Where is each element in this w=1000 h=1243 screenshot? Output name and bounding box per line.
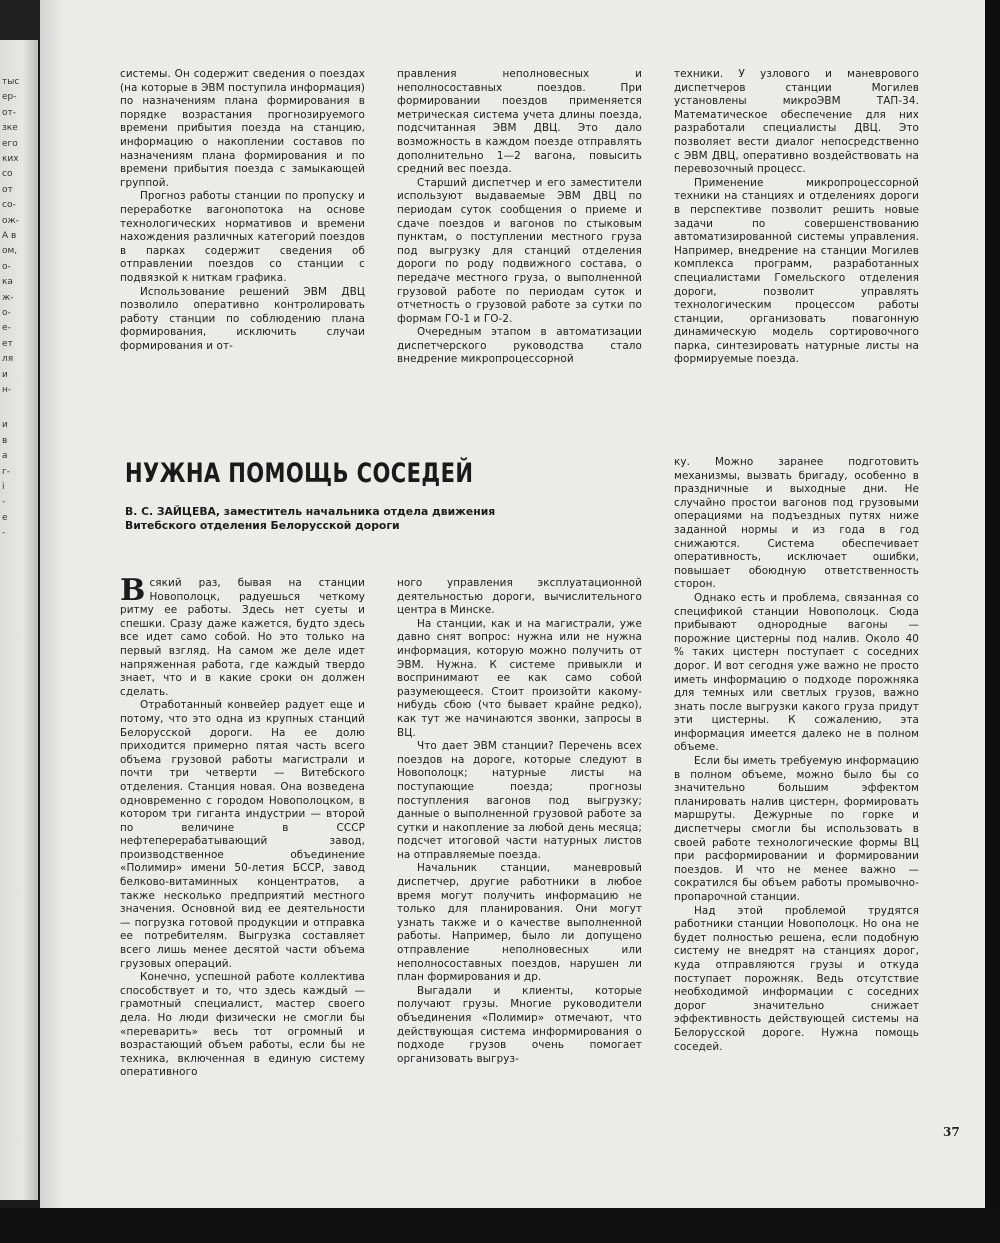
margin-text-fragment: А в [2,231,17,241]
paragraph: Прогноз работы станции по пропуску и переработке вагонопотока на основе технологических нормативов и времени нахождения различных категорий поездов в парках содержит сведения об отправлении поездов со станции с подвязкой к ниткам графика. [120,190,365,284]
margin-text-fragment: ет [2,338,13,349]
journal-page [40,0,985,1208]
paragraph: Над этой проблемой трудятся работники станции Новополоцк. Но она не будет полностью решена, если подобную систему не внедрят на станциях дорог, куда отправляются грузы и откуда поступает порожняк. Ведь отсутствие необходимой информации с соседних дорог значительно снижает эффективность действующей системы на Белорусской дороге. Нужна помощь соседей. [674,904,919,1053]
margin-text-fragment: со [2,169,13,180]
paragraph: системы. Он содержит сведения о поездах (на которые в ЭВМ поступила информация) по назначениям плана формирования в порядке возрастания прогнозируемого времени прибытия поезда на станцию, информацию о накоплении составов по назначениям плана формирования и по времени прибытия поезда с замыкающей группой. [120,68,365,189]
paragraph: Конечно, успешной работе коллектива способствует и то, что здесь каждый — грамотный специалист, мастер своего дела. Но люди физически не смогли бы «переварить» весь тот огромный и возрастающий объем работы, если бы не техника, включенная в единую систему оперативного [120,971,365,1079]
margin-text-fragment: е- [2,323,11,334]
paragraph: правления неполновесных и неполносоставных поездов. При формировании поездов применяется метрическая система учета длины поезда, подсчитанная ЭВМ ДВЦ. Это дало возможность в каждом поезде отправлять дополнительно 1—2 вагона, повысить средний вес поезда. [397,68,642,176]
scan-bottom-shadow [0,1208,1000,1243]
margin-text-fragment: о- [2,261,11,272]
margin-text-fragment: в [2,435,8,446]
previous-page-edge [0,40,38,1200]
scan-right-shadow [985,0,1000,1243]
top-column-3 [674,68,919,367]
page-number: 37 [943,1125,960,1139]
paragraph: Начальник станции, маневровый диспетчер, другие работники в любое время могут получить информацию не только для планирования. Они могут узнать также и о качестве выполненной работы. Например, было ли допущено отправление неполновесных или неполносоставных поездов, нарушен ли план формирования и др. [397,862,642,984]
margin-text-fragment: ж- [2,292,14,303]
margin-text-fragment: зке [2,123,18,134]
margin-text-fragment: - [2,528,6,539]
article-title: НУЖНА ПОМОЩЬ СОСЕДЕЙ [125,458,474,489]
paragraph: На станции, как и на магистрали, уже давно снят вопрос: нужна или не нужна информация, которую можно получить от ЭВМ. Нужна. К системе привыкли и воспринимают ее как само собой разумеющееся. Стоит произойти какому-нибудь сбою (что бывает крайне редко), как тут же начинаются звонки, запросы в ВЦ. [397,617,642,739]
paragraph: техники. У узлового и маневрового диспетчеров станции Могилев установлены микроЭВМ ТАП-34. Математическое обеспечение для них разработали специалисты ДВЦ. Это позволяет вести диалог непосредственно с ЭВМ ДВЦ, оперативно воздействовать на перевозочный процесс. [674,68,919,176]
margin-text-fragment: ож- [2,215,19,226]
paragraph: Отработанный конвейер радует еще и потому, что это одна из крупных станций Белорусской дороги. На ее долю приходится примерно пятая часть всего объема грузовой работы магистрали и почти три четверти — Витебского отделения. Станция новая. Она возведена одновременно с городом Новополоцком, в котором три гиганта индустрии — второй по величине в СССР нефтеперерабатывающий завод, производственное объединение «Полимир» имени 50-летия БССР, завод белково-витаминных концентратов, а также несколько предприятий местного значения. Основной вид ее деятельности — погрузка готовой продукции и отправка ее потребителям. Выгрузка составляет всего лишь менее десятой части объема грузовых операций. [120,699,365,970]
article-column-3 [674,456,919,1054]
article-column-2 [397,577,642,1066]
margin-text-fragment: н- [2,385,12,395]
paragraph: ку. Можно заранее подготовить механизмы, вызвать бригаду, особенно в праздничные и выходные дни. Не случайно простои вагонов под грузовыми операциями на подъездных путях ниже заданной нормы и из года в год снижаются. Система обеспечивает оперативность, исключает ошибки, повышает обоюдную ответственность сторон. [674,456,919,591]
paragraph: Всякий раз, бывая на станции Новополоцк, радуешься четкому ритму ее работы. Здесь нет суеты и спешки. Сразу даже кажется, будто здесь все идет само собой. Но это только на первый взгляд. На самом же деле идет напряженная работа, где каждый твердо знает, что и в какие сроки он должен сделать. [120,573,365,698]
margin-text-fragment: - [2,497,6,508]
article-column-1 [120,573,365,1080]
margin-text-fragment: и [2,420,8,431]
paragraph: Однако есть и проблема, связанная со спецификой станции Новополоцк. Сюда прибывают однородные вагоны — порожние цистерны под налив. Около 40 % таких цистерн поступает с соседних дорог. И вот сегодня уже важно не просто иметь информацию о подходе порожняка для темных или светлых грузов, важно знать после выгрузки какого груза придут эти цистерны. К сожалению, эта информация имеется далеко не в полном объеме. [674,591,919,754]
margin-text-fragment: е [2,512,8,523]
margin-text-fragment: тыс [2,77,20,87]
margin-text-fragment: ка [2,277,13,288]
margin-text-fragment: от [2,184,13,195]
paragraph: ного управления эксплуатационной деятельностью дороги, вычислительного центра в Минске. [397,577,642,617]
margin-text-fragment: і [2,482,5,492]
paragraph: Если бы иметь требуемую информацию в полном объеме, можно было бы со значительно большим эффектом планировать налив цистерн, формировать маршруты. Дежурные по горке и диспетчеры смогли бы использовать в своей работе технологические формы ВЦ при расформировании и формировании поездов. И что не менее важно — сократился бы объем работы промывочно-пропарочной станции. [674,755,919,903]
margin-text-fragment: ля [2,354,14,365]
margin-text-fragment: о- [2,308,11,318]
margin-text-fragment: г- [2,466,10,477]
author-name: В. С. ЗАЙЦЕВА, [125,505,221,518]
margin-text-fragment: от- [2,107,16,118]
top-column-2 [397,68,642,367]
drop-cap: В [120,573,146,608]
margin-text-fragment: ких [2,154,19,164]
article-byline [125,505,520,533]
paragraph: Что дает ЭВМ станции? Перечень всех поездов на дороге, которые следуют в Новополоцк; натурные листы на поступающие поезда; прогнозы поступления вагонов под выгрузку; данные о выполненной грузовой работе за сутки и накопление за любой день месяца; подсчет итоговой части натурных листов на отправляемые поезда. [397,740,642,861]
margin-text-fragment: а [2,451,8,462]
paragraph: Старший диспетчер и его заместители используют выдаваемые ЭВМ ДВЦ по периодам суток сообщения о приеме и сдаче поездов и вагонов по стыковым пунктам, о поступлении местного груза под выгрузку для станций отделения дороги по роду подвижного состава, о передаче местного груза, о выполненной грузовой работе по периодам суток и отчетность о грузовой работе за сутки по формам ГО-1 и ГО-2. [397,176,642,325]
margin-text-fragment: ер- [2,92,17,103]
margin-text-fragment: и [2,369,8,380]
paragraph: Применение микропроцессорной техники на станциях и отделениях дороги в перспективе позволит решить новые задачи по совершенствованию автоматизированной системы управления. Например, внедрение на станции Могилев комплекса программ, разработанных специалистами Гомельского отделения дороги, позволит управлять технологическим процессом работы станции, организовать повагонную динамическую модель сортировочного парка, синтезировать натурные листы на формируемые поезда. [674,176,919,366]
margin-text-fragment: со- [2,200,16,211]
margin-text-fragment: его [2,138,18,149]
scan-top-shadow [0,0,40,40]
top-column-1 [120,68,365,353]
paragraph: Выгадали и клиенты, которые получают грузы. Многие руководители объединения «Полимир» отмечают, что действующая система информирования о подходе грузов очень помогает организовать выгруз- [397,984,642,1065]
paragraph: Использование решений ЭВМ ДВЦ позволило оперативно контролировать работу станции по соблюдению плана формирования, исключить случаи формирования и от- [120,285,365,352]
paragraph: Очередным этапом в автоматизации диспетчерского руководства стало внедрение микропроцессорной [397,326,642,366]
margin-text-fragment: ом, [2,246,18,257]
author-role: заместитель начальника отдела движения Витебского отделения Белорусской дороги [125,505,496,532]
